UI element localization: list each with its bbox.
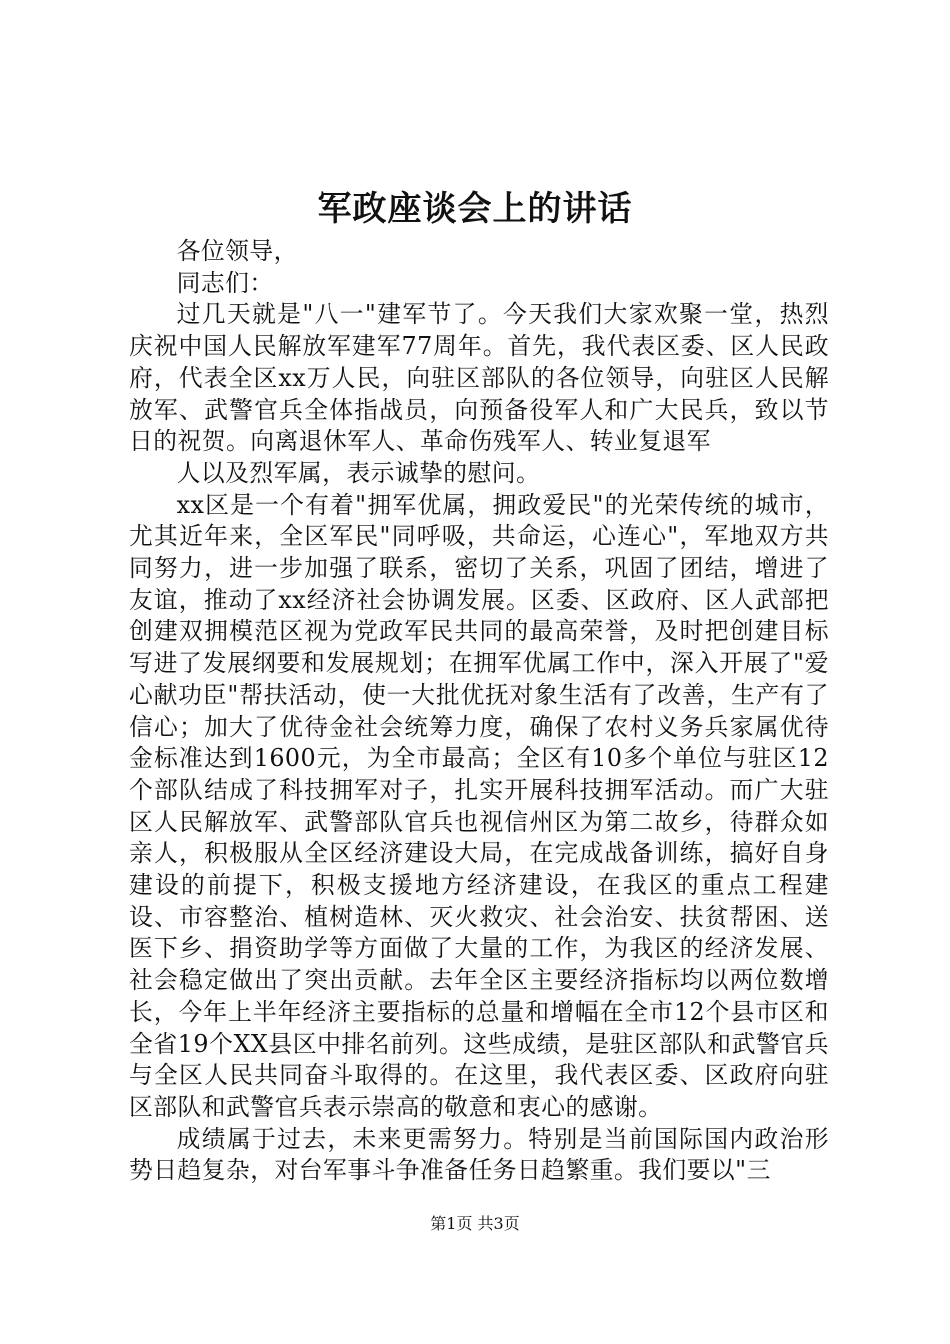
document-title: 军政座谈会上的讲话 [317, 189, 633, 229]
page-footer: 第1页 共3页 [430, 1214, 520, 1233]
paragraph-2: 人以及烈军属，表示诚挚的慰问。 [176, 458, 541, 487]
salutation-comrades: 同志们： [176, 268, 274, 297]
document-body [129, 236, 829, 1187]
salutation-leaders: 各位领导， [176, 237, 298, 265]
paragraph-1: 过几天就是"八一"建军节了。今天我们大家欢聚一堂，热烈庆祝中国人民解放军建军77周年。首先，我代表区委、区人民政府，代表全区xx万人民，向驻区部队的各位领导，向驻区人民解放军、武警官兵全体指战员，向预备役军人和广大民兵，致以节日的祝贺。向离退休军人、革命伤残军人、转业复退军 [129, 300, 829, 456]
paragraph-3: xx区是一个有着"拥军优属，拥政爱民"的光荣传统的城市，尤其近年来，全区军民"同呼吸，共命运，心连心"，军地双方共同努力，进一步加强了联系，密切了关系，巩固了团结，增进了友谊，推动了xx经济社会协调发展。区委、区政府、区人武部把创建双拥模范区视为党政军民共同的最高荣誉，及时把创建目标写进了发展纲要和发展规划；在拥军优属工作中，深入开展了"爱心献功臣"帮扶活动，使一大批优抚对象生活有了改善，生产有了信心；加大了优待金社会统筹力度，确保了农村义务兵家属优待金标准达到1600元，为全市最高；全区有10多个单位与驻区12个部队结成了科技拥军对子，扎实开展科技拥军活动。而广大驻区人民解放军、武警部队官兵也视信州区为第二故乡，待群众如亲人，积极服从全区经济建设大局，在完成战备训练，搞好自身建设的前提下，积极支援地方经济建设，在我区的重点工程建设、市容整治、植树造林、灭火救灾、社会治安、扶贫帮困、送医下乡、捐资助学等方面做了大量的工作，为我区的经济发展、社会稳定做出了突出贡献。去年全区主要经济指标均以两位数增长，今年上半年经济主要指标的总量和增幅在全市12个县市区和全省19个XX县区中排名前列。这些成绩，是驻区部队和武警官兵与全区人民共同奋斗取得的。在这里，我代表区委、区政府向驻区部队和武警官兵表示崇高的敬意和衷心的感谢。 [129, 490, 829, 1121]
paragraph-4: 成绩属于过去，未来更需努力。特别是当前国际国内政治形势日趋复杂，对台军事斗争准备任务日趋繁重。我们要以"三 [129, 1124, 829, 1185]
